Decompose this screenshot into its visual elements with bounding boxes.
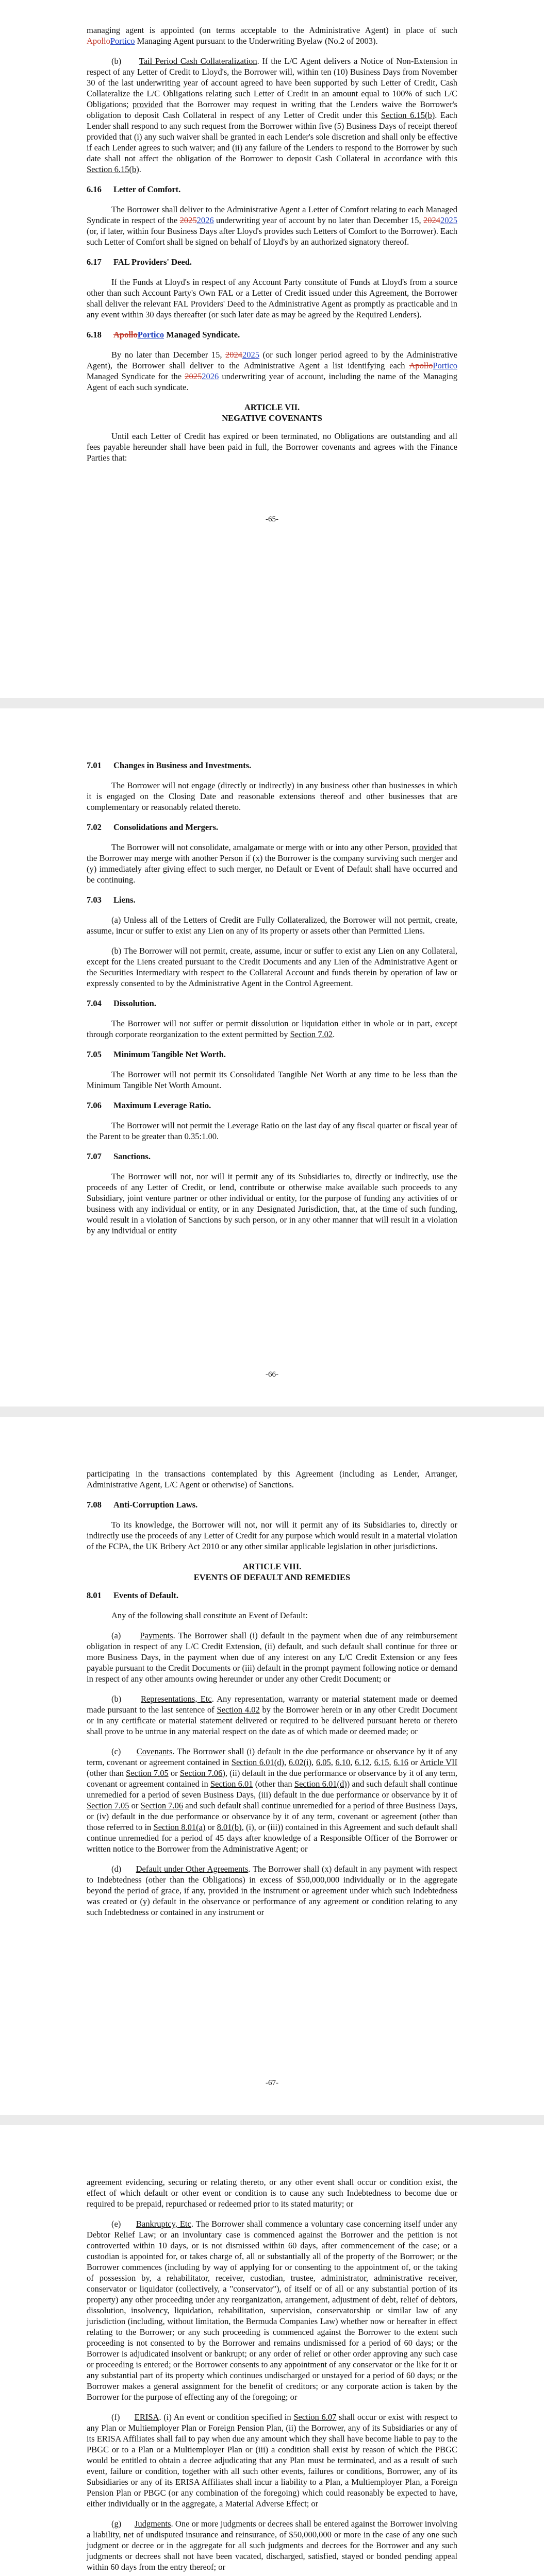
- deleted-text: Apollo: [113, 330, 138, 340]
- page-number: -67-: [266, 2079, 278, 2087]
- paragraph-8-01-a: (a) Payments. The Borrower shall (i) default in the payment when due of any reimbursement obligation in respect of any L/C Credit Extension, (ii) default, and such default shall continue for three or more Business Days, in the payment when due of any interest on any L/C Credit Extension or any fees payable pursuant to the Credit Documents or (iii) default in the prompt payment following notice or demand in respect of any other amounts owing hereunder or under any other Credit Document; or: [87, 1631, 458, 1684]
- paragraph-7-04: The Borrower will not suffer or permit dissolution or liquidation either in whole or in part, except through corporate reorganization to the extent permitted by Section 7.02.: [87, 1019, 457, 1039]
- inserted-text: Portico: [110, 36, 135, 46]
- section-heading-6-17: 6.17 FAL Providers' Deed.: [87, 257, 192, 267]
- document-page-68: [0, 2125, 544, 2576]
- paragraph-7-02: The Borrower will not consolidate, amalgamate or merge with or into any other Person, provided that the Borrower may merge with another Person if (x) the Borrower is the company surviving such merger and (y) immediately after giving effect to such merger, no Default or Event of Default shall have occurred and be continuing.: [87, 842, 457, 885]
- deleted-text: 2024: [225, 350, 242, 360]
- document-page-67: [0, 1417, 544, 2115]
- inserted-text: 2026: [202, 371, 219, 381]
- deleted-text: 2024: [423, 215, 440, 225]
- section-reference: Section 6.07: [293, 2412, 337, 2422]
- paragraph-8-01-g: (g) Judgments. One or more judgments or decrees shall be entered against the Borrower involving a liability, net of undisputed insurance and reinsurance, of $50,000,000 or more in the case of any one such judgment or decree or in the aggregate for all such judgments and decrees for the Borrower and any such judgments or decrees shall not have been vacated, discharged, satisfied, stayed or bonded pending appeal within 60 days from the entry thereof; or: [87, 2519, 458, 2572]
- paragraph-8-01: Any of the following shall constitute an Event of Default:: [111, 1611, 308, 1620]
- section-heading-7-01: 7.01 Changes in Business and Investments.: [87, 760, 252, 770]
- deleted-text: 2025: [179, 215, 197, 225]
- paragraph-6-16: The Borrower shall deliver to the Administrative Agent a Letter of Comfort relating to each Managed Syndicate in respect of the 20252026 underwriting year of account by no later than December 15, 20242025 (or, if later, within four Business Days after Lloyd's provides such Letters of Comfort to the Borrower). Each such Letter of Comfort shall be signed on behalf of Lloyd's by an authorized signatory thereof.: [87, 205, 457, 247]
- inserted-text: 2025: [440, 215, 457, 225]
- section-heading-7-08: 7.08 Anti-Corruption Laws.: [87, 1500, 198, 1510]
- section-heading-7-04: 7.04 Dissolution.: [87, 998, 156, 1008]
- article-heading-7: ARTICLE VII. NEGATIVE COVENANTS: [222, 402, 322, 423]
- section-reference: Section 6.15(b): [381, 110, 435, 120]
- paragraph-7-03-a: (a) Unless all of the Letters of Credit are Fully Collateralized, the Borrower will not permit, create, assume, incur or suffer to exist any Lien on any of its property or assets other than Permitted Liens.: [87, 915, 457, 936]
- deleted-text: Apollo: [409, 361, 433, 370]
- deleted-text: 2025: [185, 371, 202, 381]
- paragraph-7-07: The Borrower will not, nor will it permit any of its Subsidiaries to, directly or indirectly, use the proceeds of any Letter of Credit, or lend, contribute or otherwise make available such proceeds to any Subsidiary, joint venture partner or other individual or entity, for the purpose of funding any activities of or business with any individual or entity, or in any Designated Jurisdiction, that, at the time of such funding, would result in a violation of Sanctions by such person, or in any other manner that will result in a violation by any individual or entity: [87, 1172, 457, 1235]
- inserted-text: Portico: [433, 361, 457, 370]
- paragraph-continuation: managing agent is appointed (on terms acceptable to the Administrative Agent) in place of such ApolloPortico Managing Agent pursuant to the Underwriting Byelaw (No.2 of 2003).: [87, 25, 457, 46]
- section-heading-7-02: 7.02 Consolidations and Mergers.: [87, 822, 219, 832]
- section-heading-7-03: 7.03 Liens.: [87, 895, 136, 905]
- article-heading-8: ARTICLE VIII. EVENTS OF DEFAULT AND REMEDIES: [193, 1562, 351, 1582]
- paragraph-8-01-f: (f) ERISA. (i) An event or condition specified in Section 6.07 shall occur or exist with respect to any Plan or Multiemployer Plan or Foreign Pension Plan, (ii) the Borrower, any of its Subsidiaries or any of its ERISA Affiliates shall fail to pay when due any amount which they shall have become liable to pay to the PBGC or to a Plan or a Multiemployer Plan or (iii) a condition shall exist by reason of which the PBGC would be entitled to obtain a decree adjudicating that any Plan must be terminated, and as a result of such event, failure or condition, together with all such other events, failures or conditions, Borrower, any of its Subsidiaries or any of its ERISA Affiliates shall incur a liability to a Plan, a Multiemployer Plan, a Foreign Pension Plan or PBGC (or any combination of the foregoing) which could reasonably be expected to have, either individually or in the aggregate, a Material Adverse Effect; or: [87, 2412, 458, 2509]
- paragraph-8-01-c: (c) Covenants. The Borrower shall (i) default in the due performance or observance by it of any term, covenant or agreement contained in Section 6.01(d), 6.02(i), 6.05, 6.10, 6.12, 6.15, 6.16 or Article VII (other than Section 7.05 or Section 7.06), (ii) default in the due performance or observance by it of any term, covenant or agreement contained in Section 6.01 (other than Section 6.01(d)) and such default shall continue unremedied for a period of seven Business Days, (iii) default in the due performance or observance by it of Section 7.05 or Section 7.06 and such default shall continue unremedied for a period of three Business Days, or (iv) default in the due performance or observance by it of any term, covenant or agreement (other than those referred to in Section 8.01(a) or 8.01(b), (i), or (iii)) contained in this Agreement and such default shall continue unremedied for a period of 45 days after knowledge of a Responsible Officer of the Borrower or written notice to the Borrower from the Administrative Agent; or: [87, 1747, 458, 1854]
- paragraph-6-18: By no later than December 15, 20242025 (or such longer period agreed to by the Administrative Agent), the Borrower shall deliver to the Administrative Agent a list identifying each ApolloPortico Managed Syndicate for the 20252026 underwriting year of account, including the name of the Managing Agent of each such syndicate.: [87, 350, 457, 392]
- document-page-65: [0, 0, 544, 698]
- section-heading-6-18: 6.18 ApolloPortico Managed Syndicate.: [87, 330, 240, 340]
- paragraph-7-05: The Borrower will not permit its Consolidated Tangible Net Worth at any time to be less than the Minimum Tangible Net Worth Amount.: [87, 1070, 457, 1090]
- section-heading-7-07: 7.07 Sanctions.: [87, 1151, 151, 1161]
- paragraph-8-01-d: (d) Default under Other Agreements. The Borrower shall (x) default in any payment with respect to Indebtedness (other than the Obligations) in excess of $50,000,000 individually or in the aggregate beyond the period of grace, if any, provided in the instrument or agreement under which such Indebtedness was created or (y) default in the observance or performance of any agreement or condition relating to any such Indebtedness or contained in any instrument or: [87, 1864, 458, 1917]
- paragraph-7-03-b: (b) The Borrower will not permit, create, assume, incur or suffer to exist any Lien on any Collateral, except for the Liens created pursuant to the Credit Documents and any Lien of the Administrative Agent or the Securities Intermediary with respect to the Collateral Account and funds therein by operation of law or expressly consented to by the Administrative Agent in the Control Agreement.: [87, 946, 457, 988]
- deleted-text: Apollo: [87, 36, 110, 46]
- paragraph-7-06: The Borrower will not permit the Leverage Ratio on the last day of any fiscal quarter or fiscal year of the Parent to be greater than 0.35:1.00.: [87, 1121, 457, 1141]
- inserted-text: Portico: [137, 330, 164, 340]
- section-reference: Section 6.15(b): [87, 164, 139, 174]
- section-heading-7-06: 7.06 Maximum Leverage Ratio.: [87, 1100, 211, 1110]
- section-heading-6-16: 6.16 Letter of Comfort.: [87, 184, 181, 194]
- section-heading-8-01: 8.01 Events of Default.: [87, 1590, 179, 1600]
- paragraph-8-01-e: (e) Bankruptcy, Etc. The Borrower shall commence a voluntary case concerning itself under any Debtor Relief Law; or an involuntary case is commenced against the Borrower and the petition is not controverted within 10 days, or is not dismissed within 60 days, after commencement of the case; or a custodian is appointed for, or takes charge of, all or substantially all of the property of the Borrower; or the Borrower commences (including by way of applying for or consenting to the appointment of, or the taking of possession by, a rehabilitator, receiver, custodian, trustee, administrator, administrative receiver, conservator or liquidator (collectively, a "conservator"), of itself or of all or any substantial portion of its property) any other proceeding under any reorganization, arrangement, adjustment of debt, relief of debtors, dissolution, insolvency, liquidation, rehabilitation, supervision, conservatorship or similar law of any jurisdiction (including, without limitation, the Bermuda Companies Law) whether now or hereafter in effect relating to the Borrower; or any such proceeding is commenced against the Borrower to the extent such proceeding is not consented to by the Borrower and remains undismissed for a period of 60 days; or the Borrower is adjudicated insolvent or bankrupt; or any order of relief or other order approving any such case or proceeding is entered; or the Borrower consents to any appointment of any conservator or the like for it or any substantial part of its property which continues undischarged or unstayed for a period of 60 days; or the Borrower makes a general assignment for the benefit of creditors; or any corporate action is taken by the Borrower for the purpose of effecting any of the foregoing; or: [87, 2219, 457, 2402]
- paragraph-8-01-b: (b) Representations, Etc. Any representation, warranty or material statement made or deemed made pursuant to the last sentence of Section 4.02 by the Borrower herein or in any other Credit Document or in any certificate or material statement delivered or required to be delivered pursuant hereto or thereto shall prove to be untrue in any material respect on the date as of which made or deemed made; or: [87, 1694, 458, 1736]
- paragraph-7-01: The Borrower will not engage (directly or indirectly) in any business other than businesses in which it is engaged on the Closing Date and reasonable extensions thereof and other businesses that are complementary or reasonably related thereto.: [87, 781, 457, 812]
- inserted-text: 2025: [242, 350, 259, 360]
- paragraph-article-7-intro: Until each Letter of Credit has expired or been terminated, no Obligations are outstanding and all fees payable hereunder shall have been paid in full, the Borrower covenants and agrees with the Finance Parties that:: [87, 431, 457, 463]
- paragraph-6-15-b: (b) Tail Period Cash Collateralization. If the L/C Agent delivers a Notice of Non-Extension in respect of any Letter of Credit to Lloyd's, the Borrower will, within ten (10) Business Days from November 30 of the last underwriting year of account agreed to have been supported by such Letter of Credit, Cash Collateralize the L/C Obligations relating such Letter of Credit in an amount equal to 100% of such L/C Obligations; provided that the Borrower may request in writing that the Lenders waive the Borrower's obligation to deposit Cash Collateral in respect of any Letter of Credit under this Section 6.15(b). Each Lender shall respond to any such request from the Borrower within five (5) Business Days of receipt thereof provided that (i) any such waiver shall be granted in each Lender's sole discretion and shall only be effective if each Lender agrees to such waiver; and (ii) any failure of the Lenders to respond to the Borrower by such date shall not affect the obligation of the Borrower to deposit Cash Collateral in accordance with this Section 6.15(b).: [87, 56, 458, 174]
- paragraph-7-08: To its knowledge, the Borrower will not, nor will it permit any of its Subsidiaries to, directly or indirectly use the proceeds of any Letter of Credit for any purpose which would result in a material violation of the FCPA, the UK Bribery Act 2010 or any other similar applicable legislation in other jurisdictions.: [87, 1520, 457, 1551]
- section-heading-7-05: 7.05 Minimum Tangible Net Worth.: [87, 1049, 226, 1059]
- page-number: -65-: [266, 515, 278, 523]
- paragraph-continuation: agreement evidencing, securing or relating thereto, or any other event shall occur or condition exist, the effect of which default or other event or condition is to cause any such Indebtedness to become due or required to be prepaid, repurchased or redeemed prior to its stated maturity; or: [87, 2177, 457, 2209]
- page-number: -66-: [266, 1370, 278, 1379]
- document-page-66: [0, 708, 544, 1406]
- paragraph-continuation: participating in the transactions contemplated by this Agreement (including as Lender, Arranger, Administrative Agent, L/C Agent or otherwise) of Sanctions.: [87, 1469, 457, 1489]
- section-reference: Section 4.02: [217, 1705, 260, 1715]
- inserted-text: 2026: [196, 215, 214, 225]
- section-reference: Section 7.02: [290, 1029, 333, 1039]
- paragraph-6-17: If the Funds at Lloyd's in respect of any Account Party constitute of Funds at Lloyd's from a source other than such Account Party's Own FAL or a Letter of Credit issued under this Agreement, the Borrower shall deliver the relevant FAL Providers' Deed to the Administrative Agent as promptly as practicable and in any event within 30 days thereafter (or such later date as may be agreed by the Required Lenders).: [87, 277, 457, 319]
